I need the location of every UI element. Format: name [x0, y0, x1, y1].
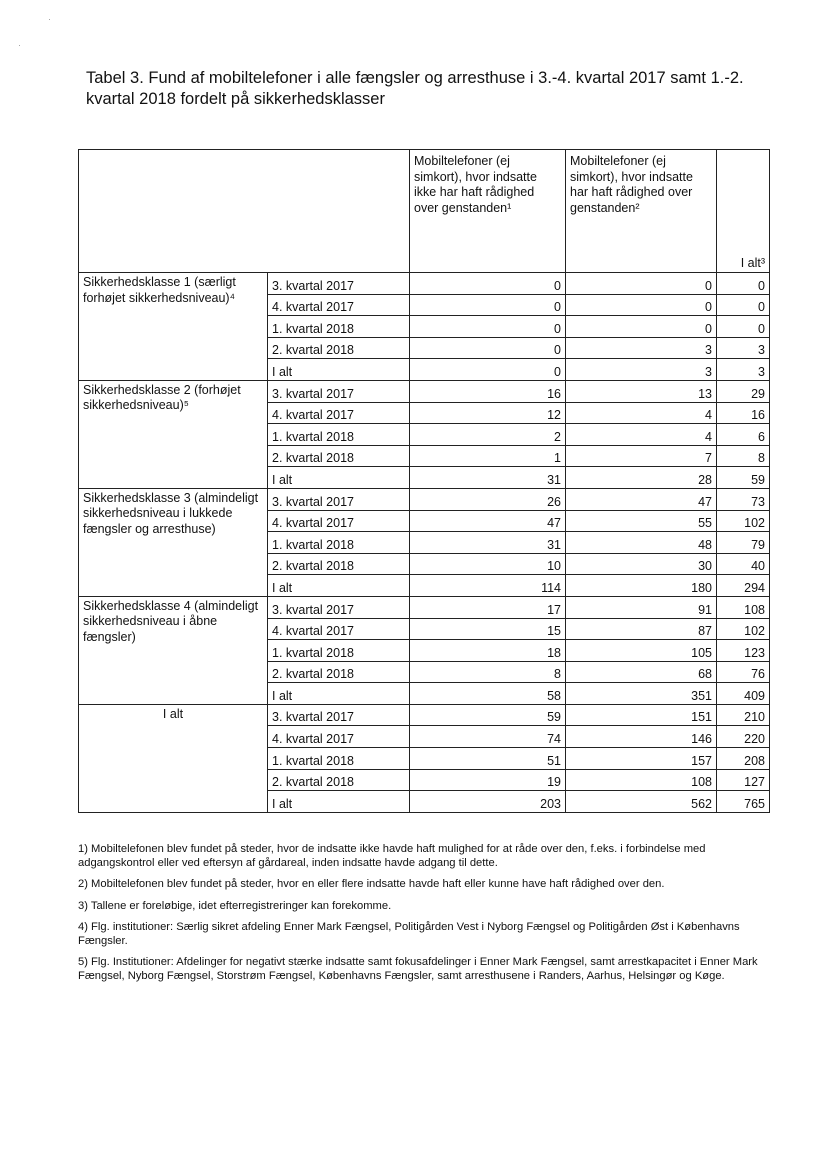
table-title: Tabel 3. Fund af mobiltelefoner i alle fængsler og arresthuse i 3.-4. kvartal 2017 samt 1.-2. kvartal 2018 fordelt på sikkerhedsklasser [86, 69, 744, 108]
available-value: 68 [566, 661, 717, 683]
period-cell: I alt [268, 683, 410, 705]
period-cell: 1. kvartal 2018 [268, 532, 410, 554]
header-available: Mobiltelefoner (ej simkort), hvor indsatte har haft rådighed over genstanden² [566, 150, 717, 273]
period-cell: 2. kvartal 2018 [268, 445, 410, 467]
not-available-value: 16 [410, 380, 566, 402]
total-value: 3 [717, 337, 770, 359]
total-value: 40 [717, 553, 770, 575]
total-value: 0 [717, 273, 770, 295]
available-value: 3 [566, 337, 717, 359]
period-cell: 1. kvartal 2018 [268, 316, 410, 338]
not-available-value: 47 [410, 510, 566, 532]
not-available-value: 74 [410, 726, 566, 748]
not-available-value: 18 [410, 640, 566, 662]
period-cell: 3. kvartal 2017 [268, 596, 410, 618]
available-value: 30 [566, 553, 717, 575]
available-value: 13 [566, 380, 717, 402]
available-value: 0 [566, 316, 717, 338]
not-available-value: 58 [410, 683, 566, 705]
available-value: 151 [566, 704, 717, 726]
table-row [79, 596, 770, 618]
total-value: 29 [717, 380, 770, 402]
total-value: 409 [717, 683, 770, 705]
header-not-available: Mobiltelefoner (ej simkort), hvor indsatte ikke har haft rådighed over genstanden¹ [410, 150, 566, 273]
footnotes [78, 843, 768, 991]
not-available-value: 0 [410, 273, 566, 295]
period-cell: 4. kvartal 2017 [268, 402, 410, 424]
not-available-value: 0 [410, 316, 566, 338]
available-value: 0 [566, 273, 717, 295]
header-row [79, 150, 770, 273]
total-value: 220 [717, 726, 770, 748]
total-value: 8 [717, 445, 770, 467]
footnote-4: 4) Flg. institutioner: Særlig sikret afdeling Enner Mark Fængsel, Politigården Vest i Nyborg Fængsel og Politigården Øst i Københavns Fængsler. [78, 921, 740, 947]
period-cell: I alt [268, 359, 410, 381]
available-value: 28 [566, 467, 717, 489]
available-value: 48 [566, 532, 717, 554]
total-value: 6 [717, 424, 770, 446]
total-value: 0 [717, 294, 770, 316]
findings-table [78, 149, 770, 813]
period-cell: 3. kvartal 2017 [268, 704, 410, 726]
not-available-value: 51 [410, 748, 566, 770]
total-value: 16 [717, 402, 770, 424]
available-value: 4 [566, 402, 717, 424]
available-value: 47 [566, 488, 717, 510]
header-total: I alt³ [717, 150, 770, 273]
not-available-value: 2 [410, 424, 566, 446]
not-available-value: 12 [410, 402, 566, 424]
total-value: 3 [717, 359, 770, 381]
not-available-value: 17 [410, 596, 566, 618]
period-cell: I alt [268, 575, 410, 597]
table-row [79, 704, 770, 726]
scan-speck: · [18, 40, 21, 50]
total-value: 79 [717, 532, 770, 554]
not-available-value: 0 [410, 337, 566, 359]
available-value: 0 [566, 294, 717, 316]
not-available-value: 0 [410, 359, 566, 381]
total-value: 73 [717, 488, 770, 510]
available-value: 146 [566, 726, 717, 748]
period-cell: 1. kvartal 2018 [268, 640, 410, 662]
period-cell: 4. kvartal 2017 [268, 294, 410, 316]
not-available-value: 31 [410, 532, 566, 554]
footnote-2: 2) Mobiltelefonen blev fundet på steder, hvor en eller flere indsatte havde haft eller kunne have haft rådighed over den. [78, 878, 665, 890]
total-value: 127 [717, 769, 770, 791]
footnote-3: 3) Tallene er foreløbige, idet efterregistreringer kan forekomme. [78, 899, 392, 912]
total-value: 102 [717, 618, 770, 640]
period-cell: 3. kvartal 2017 [268, 488, 410, 510]
table-row [79, 488, 770, 510]
period-cell: I alt [268, 467, 410, 489]
header-blank-cell [79, 150, 410, 273]
available-value: 4 [566, 424, 717, 446]
available-value: 351 [566, 683, 717, 705]
footnote-1: 1) Mobiltelefonen blev fundet på steder, hvor de indsatte ikke havde haft mulighed for at råde over den, f.eks. i forbindelse med adgangskontrol eller ved eftersyn af gårdareal, inden indsatte havde adgang til dette. [78, 843, 706, 869]
available-value: 108 [566, 769, 717, 791]
available-value: 180 [566, 575, 717, 597]
not-available-value: 31 [410, 467, 566, 489]
period-cell: 4. kvartal 2017 [268, 726, 410, 748]
period-cell: 4. kvartal 2017 [268, 618, 410, 640]
footnote-5: 5) Flg. Institutioner: Afdelinger for negativt stærke indsatte samt fokusafdelinger i Enner Mark Fængsel, samt arrestkapacitet i Enner Mark Fængsel, Nyborg Fængsel, Storstrøm Fængsel, Københavns Fængsler, samt arresthusene i Randers, Aarhus, Helsingør og Køge. [78, 956, 758, 982]
available-value: 87 [566, 618, 717, 640]
available-value: 105 [566, 640, 717, 662]
total-value: 0 [717, 316, 770, 338]
total-value: 102 [717, 510, 770, 532]
available-value: 55 [566, 510, 717, 532]
category-cell: Sikkerhedsklasse 2 (forhøjet sikkerhedsniveau)⁵ [79, 380, 268, 488]
table-row [79, 273, 770, 295]
category-cell: I alt [79, 704, 268, 812]
period-cell: 4. kvartal 2017 [268, 510, 410, 532]
table-body [79, 273, 770, 813]
not-available-value: 203 [410, 791, 566, 813]
period-cell: I alt [268, 791, 410, 813]
available-value: 157 [566, 748, 717, 770]
scan-speck: · [48, 14, 51, 24]
total-value: 210 [717, 704, 770, 726]
total-value: 765 [717, 791, 770, 813]
not-available-value: 8 [410, 661, 566, 683]
total-value: 76 [717, 661, 770, 683]
not-available-value: 1 [410, 445, 566, 467]
not-available-value: 114 [410, 575, 566, 597]
available-value: 3 [566, 359, 717, 381]
available-value: 562 [566, 791, 717, 813]
category-cell: Sikkerhedsklasse 3 (almindeligt sikkerhedsniveau i lukkede fængsler og arresthuse) [79, 488, 268, 596]
period-cell: 2. kvartal 2018 [268, 661, 410, 683]
period-cell: 1. kvartal 2018 [268, 748, 410, 770]
period-cell: 3. kvartal 2017 [268, 273, 410, 295]
not-available-value: 26 [410, 488, 566, 510]
available-value: 7 [566, 445, 717, 467]
not-available-value: 19 [410, 769, 566, 791]
total-value: 108 [717, 596, 770, 618]
period-cell: 3. kvartal 2017 [268, 380, 410, 402]
not-available-value: 15 [410, 618, 566, 640]
available-value: 91 [566, 596, 717, 618]
period-cell: 1. kvartal 2018 [268, 424, 410, 446]
category-cell: Sikkerhedsklasse 4 (almindeligt sikkerhedsniveau i åbne fængsler) [79, 596, 268, 704]
not-available-value: 59 [410, 704, 566, 726]
total-value: 59 [717, 467, 770, 489]
not-available-value: 0 [410, 294, 566, 316]
period-cell: 2. kvartal 2018 [268, 769, 410, 791]
total-value: 208 [717, 748, 770, 770]
period-cell: 2. kvartal 2018 [268, 337, 410, 359]
category-cell: Sikkerhedsklasse 1 (særligt forhøjet sikkerhedsniveau)⁴ [79, 273, 268, 381]
period-cell: 2. kvartal 2018 [268, 553, 410, 575]
table-row [79, 380, 770, 402]
total-value: 294 [717, 575, 770, 597]
not-available-value: 10 [410, 553, 566, 575]
total-value: 123 [717, 640, 770, 662]
